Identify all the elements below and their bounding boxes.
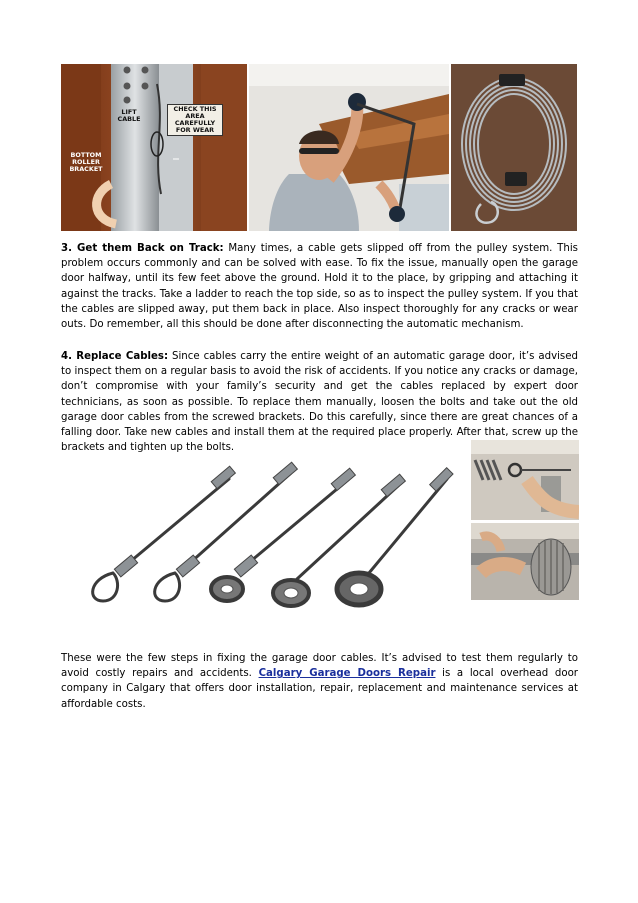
step-4-heading: 4. Replace Cables: [61,351,169,362]
cable-drum-illustration [471,523,579,600]
check-area-callout: CHECK THIS AREA CAREFULLY FOR WEAR [167,104,223,136]
spring-hook-photo [471,440,579,520]
step-3-body: Many times, a cable gets slipped off from the pulley system. This problem occurs commonly and can be solved with ease. To fix the issue, manually open the garage door halfway, until its few feet above the ground. Hold it to the place, by gripping and attaching it against the tracks. Take a ladder to reach the top side, so as to inspect the pulley system. If you that the cables are slipped away, put them back in place. Also inspect thoroughly for any cracks or wear outs. Do remember, all this should be done after disconnecting the automatic mechanism. [61,243,578,331]
closing-text-before: These were the few steps in fixing the garage door cables. It’s advised to test them regularly to avoid costly repairs and accidents. [61,653,578,680]
spring-hook-illustration [471,440,579,520]
bottom-roller-bracket-callout: BOTTOM ROLLER BRACKET [69,151,103,173]
coiled-cable-illustration [451,64,577,231]
step-3-heading: 3. Get them Back on Track: [61,243,224,254]
replacement-cables-illustration [69,461,461,621]
calgary-garage-doors-repair-link[interactable]: Calgary Garage Doors Repair [258,668,436,680]
step-4-body: Since cables carry the entire weight of an automatic garage door, it’s advised to inspect them on a regular basis to avoid the risk of accidents. If you notice any cracks or damage, don’t compromise with your family’s security and get the cables replaced by expert door technicians, as soon as possible. To replace them manually, loosen the bolts and take out the old garage door cables from the screwed brackets. Do this carefully, since there are great chances of a falling door. Take new cables and install them at the required place properly. After that, screw up the brackets and tighten up the bolts. [61,351,578,454]
cable-drum-photo [471,523,579,600]
replacement-cables-photo [69,461,461,621]
technician-illustration [249,64,449,231]
coiled-cable-photo [451,64,577,231]
technician-photo [249,64,449,231]
lift-cable-callout: LIFT CABLE [117,108,141,123]
step-3-paragraph [61,241,578,332]
cable-bracket-photo [61,64,247,231]
closing-paragraph [61,651,578,712]
closing-text-after: is a local overhead door company in Calgary that offers door installation, repair, replacement and maintenance services at affordable costs. [61,668,578,710]
cable-bracket-illustration [61,64,247,231]
